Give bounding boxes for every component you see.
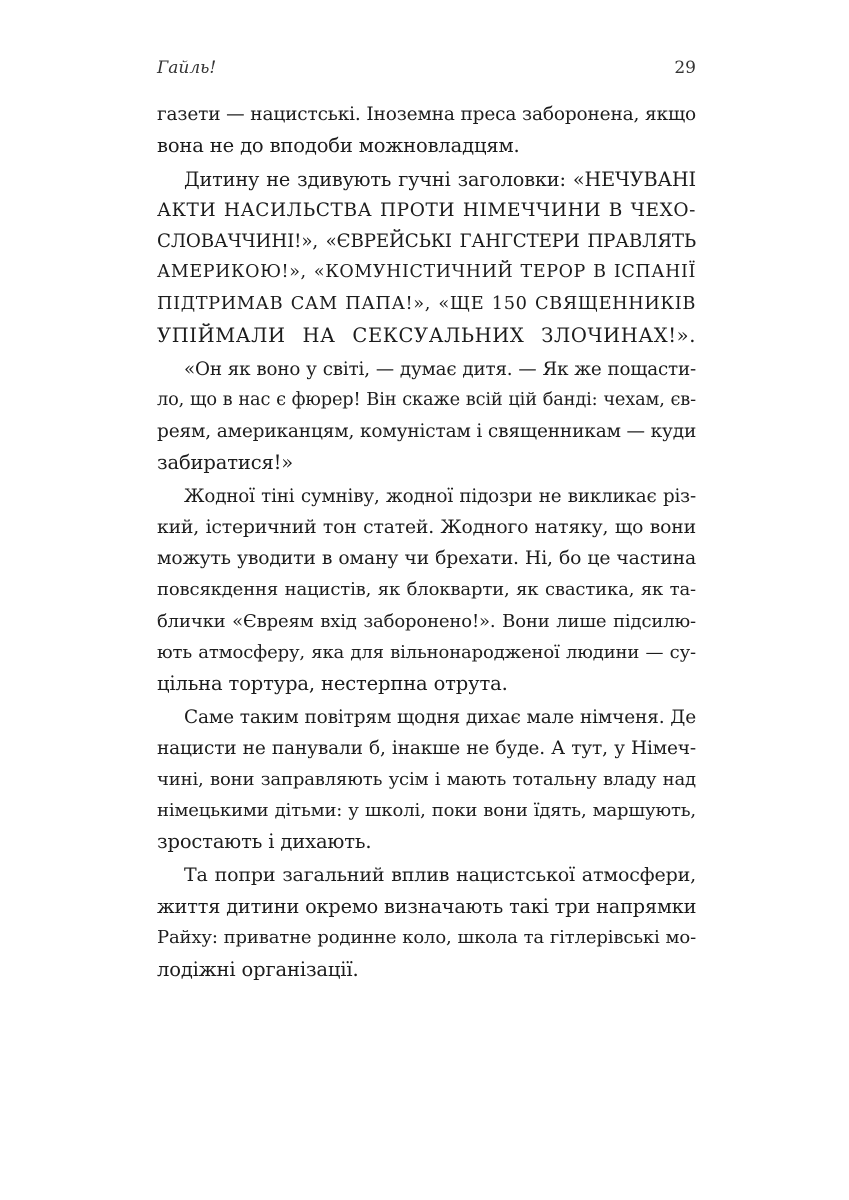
text-line: «Он як воно у світі, — думає дитя. — Як же пощасти-	[184, 358, 696, 380]
text-line: лодіжні організації.	[157, 957, 359, 981]
text-line: кий, істеричний тон статей. Жодного натяку, що вони	[157, 517, 696, 539]
text-line: АМЕРИКОЮ!», «КОМУНІСТИЧНИЙ ТЕРОР В ІСПАНІЇ	[157, 262, 696, 283]
text-line: АКТИ НАСИЛЬСТВА ПРОТИ НІМЕЧЧИНИ В ЧЕХО-	[157, 200, 696, 222]
text-line: ють атмосферу, яка для вільнонародженої людини — су-	[157, 641, 696, 663]
text-line: нацисти не панували б, інакше не буде. А тут, у Німеч-	[157, 737, 696, 759]
text-line: чині, вони заправляють усім і мають тотальну владу над	[157, 768, 696, 790]
text-line: УПІЙМАЛИ НА СЕКСУАЛЬНИХ ЗЛОЧИНАХ!».	[157, 323, 696, 347]
text-line: Райху: приватне родинне коло, школа та гітлерівські мо-	[157, 927, 696, 949]
body-text	[157, 99, 696, 985]
text-line: Дитину не здивують гучні заголовки: «НЕЧУВАНІ	[184, 168, 696, 192]
text-line: Та попри загальний вплив нацистської атмосфери,	[184, 864, 696, 887]
text-line: реям, американцям, комуністам і священникам — куди	[157, 420, 697, 442]
page-number: 29	[674, 58, 696, 78]
text-line: життя дитини окремо визначають такі три напрямки	[157, 895, 697, 919]
text-line: ло, що в нас є фюрер! Він скаже всій цій банді: чехам, єв-	[157, 389, 696, 410]
text-line: СЛОВАЧЧИНІ!», «ЄВРЕЙСЬКІ ГАНГСТЕРИ ПРАВЛЯТЬ	[157, 231, 696, 253]
text-line: блички «Євреям вхід заборонено!». Вони лише підсилю-	[157, 610, 696, 632]
text-line: цільна тортура, нестерпна отрута.	[157, 671, 508, 695]
text-line: німецькими дітьми: у школі, поки вони їдять, маршують,	[157, 800, 696, 822]
text-line: зростають і дихають.	[157, 830, 372, 854]
text-line: повсякдення нацистів, як блокварти, як свастика, як та-	[157, 579, 696, 601]
running-title: Гайль!	[157, 58, 217, 78]
text-line: Саме таким повітрям щодня дихає мале німченя. Де	[184, 706, 696, 728]
text-line: Жодної тіні сумніву, жодної підозри не викликає різ-	[184, 486, 696, 508]
text-line: вона не до вподоби можновладцям.	[157, 134, 520, 158]
text-line: забиратися!»	[157, 451, 294, 475]
text-line: ПІДТРИМАВ САМ ПАПА!», «ЩЕ 150 СВЯЩЕННИКІВ	[157, 293, 696, 314]
text-line: можуть уводити в оману чи брехати. Ні, бо це частина	[157, 548, 696, 570]
text-line: газети — нацистські. Іноземна преса заборонена, якщо	[157, 104, 696, 125]
